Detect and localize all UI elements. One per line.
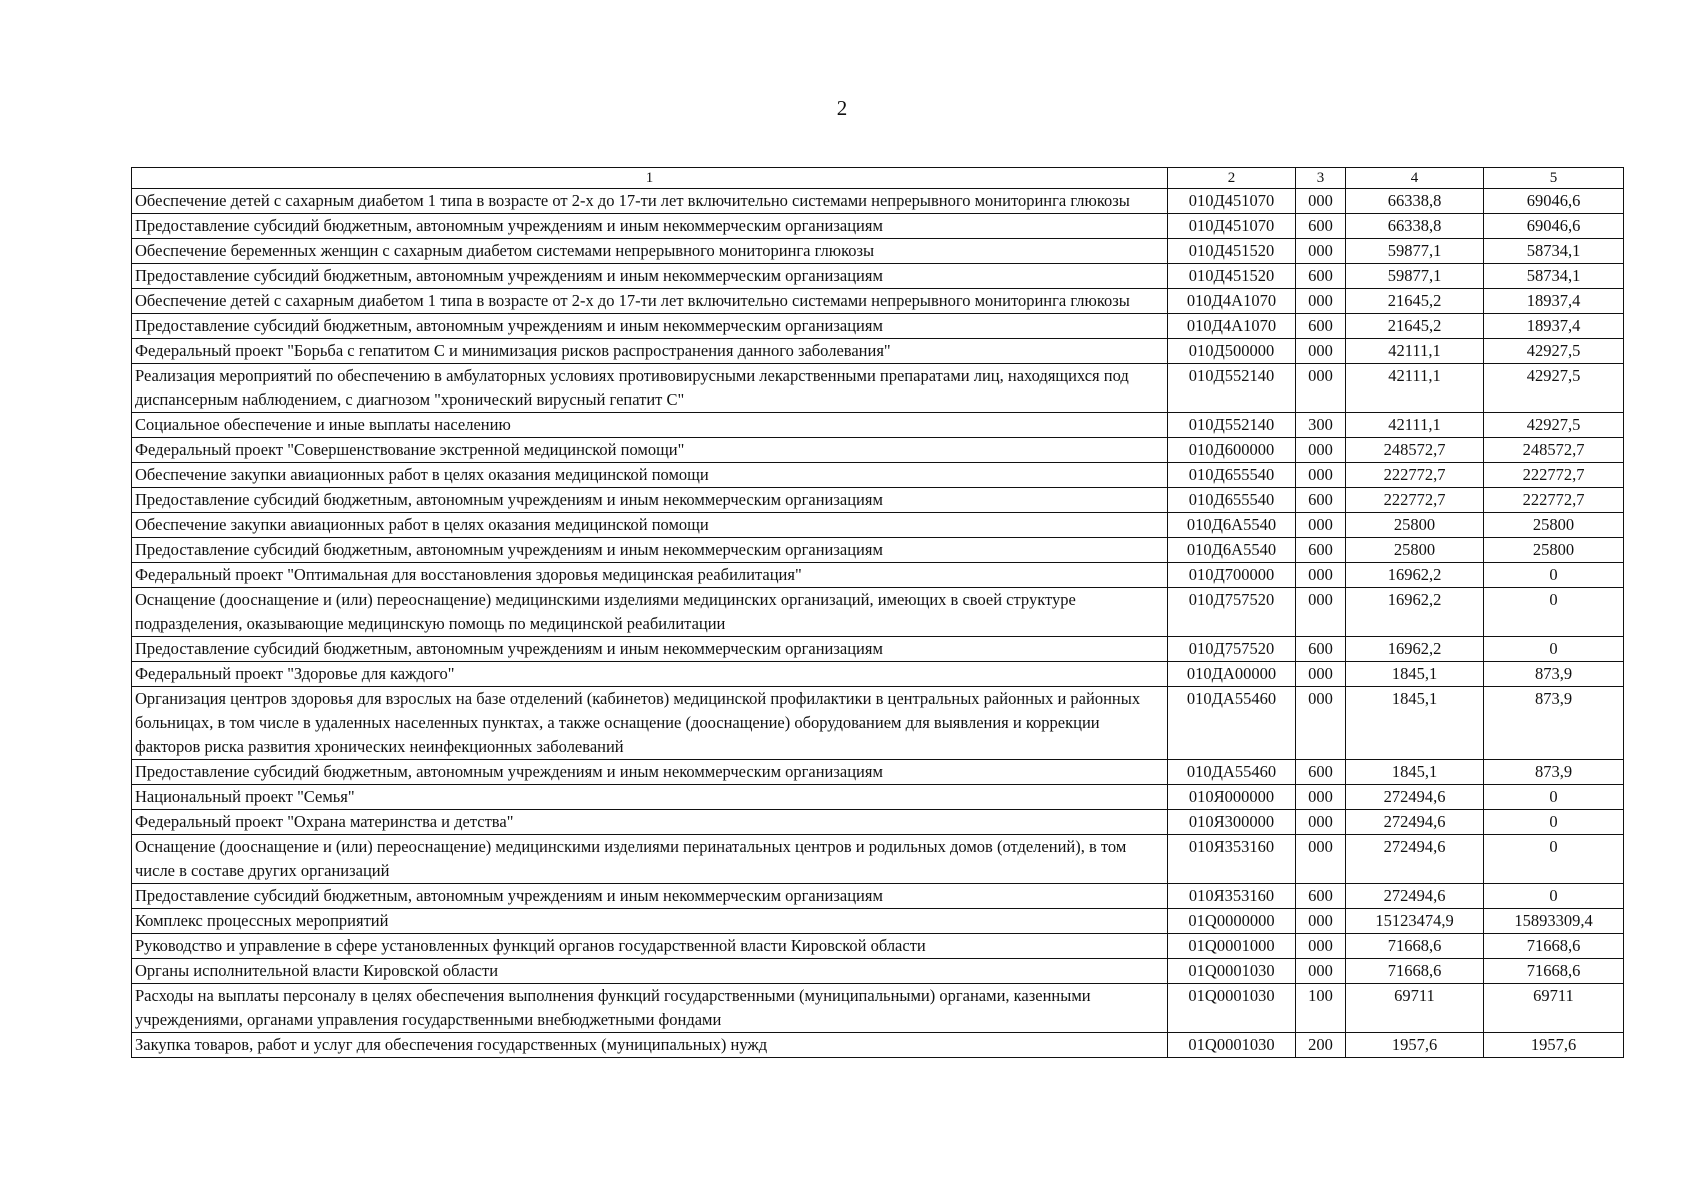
row-code: 010ДА00000 — [1168, 662, 1296, 687]
row-expense-type: 300 — [1296, 413, 1346, 438]
row-amount-col5: 15893309,4 — [1484, 909, 1624, 934]
row-amount-col4: 222772,7 — [1346, 463, 1484, 488]
table-row — [132, 810, 1624, 835]
table-row — [132, 959, 1624, 984]
row-expense-type: 600 — [1296, 488, 1346, 513]
row-expense-type: 600 — [1296, 214, 1346, 239]
row-name: Организация центров здоровья для взрослых на базе отделений (кабинетов) медицинской профилактики в центральных районных и районных больницах, в том числе в удаленных населенных пунктах, а также оснащение (дооснащение) оборудованием для выявления и коррекции факторов риска развития хронических неинфекционных заболеваний — [132, 687, 1168, 760]
table-row — [132, 538, 1624, 563]
row-name: Комплекс процессных мероприятий — [132, 909, 1168, 934]
row-code: 010Д4А1070 — [1168, 314, 1296, 339]
row-name: Обеспечение беременных женщин с сахарным диабетом системами непрерывного мониторинга глюкозы — [132, 239, 1168, 264]
row-amount-col4: 69711 — [1346, 984, 1484, 1033]
row-amount-col5: 18937,4 — [1484, 314, 1624, 339]
row-expense-type: 000 — [1296, 438, 1346, 463]
row-name: Федеральный проект "Охрана материнства и детства" — [132, 810, 1168, 835]
row-expense-type: 000 — [1296, 835, 1346, 884]
row-expense-type: 600 — [1296, 884, 1346, 909]
row-code: 010ДА55460 — [1168, 760, 1296, 785]
row-code: 010Д4А1070 — [1168, 289, 1296, 314]
row-code: 01Q0001000 — [1168, 934, 1296, 959]
row-code: 010Д757520 — [1168, 588, 1296, 637]
column-number-3: 3 — [1296, 168, 1346, 189]
column-number-5: 5 — [1484, 168, 1624, 189]
row-expense-type: 000 — [1296, 934, 1346, 959]
row-name: Реализация мероприятий по обеспечению в амбулаторных условиях противовирусными лекарственными препаратами лиц, находящихся под диспансерным наблюдением, с диагнозом "хронический вирусный гепатит С" — [132, 364, 1168, 413]
row-name: Закупка товаров, работ и услуг для обеспечения государственных (муниципальных) нужд — [132, 1033, 1168, 1058]
row-amount-col5: 248572,7 — [1484, 438, 1624, 463]
row-expense-type: 600 — [1296, 264, 1346, 289]
row-name: Национальный проект "Семья" — [132, 785, 1168, 810]
table-row — [132, 588, 1624, 637]
row-amount-col5: 18937,4 — [1484, 289, 1624, 314]
row-code: 010Д6А5540 — [1168, 538, 1296, 563]
row-expense-type: 000 — [1296, 810, 1346, 835]
row-amount-col4: 272494,6 — [1346, 810, 1484, 835]
row-amount-col5: 42927,5 — [1484, 339, 1624, 364]
row-amount-col5: 1957,6 — [1484, 1033, 1624, 1058]
row-code: 010Д600000 — [1168, 438, 1296, 463]
row-name: Расходы на выплаты персоналу в целях обеспечения выполнения функций государственными (муниципальными) органами, казенными учреждениями, органами управления государственными внебюджетными фондами — [132, 984, 1168, 1033]
row-amount-col4: 15123474,9 — [1346, 909, 1484, 934]
row-expense-type: 000 — [1296, 959, 1346, 984]
table-row — [132, 438, 1624, 463]
row-amount-col4: 21645,2 — [1346, 289, 1484, 314]
row-amount-col4: 248572,7 — [1346, 438, 1484, 463]
row-name: Предоставление субсидий бюджетным, автономным учреждениям и иным некоммерческим организациям — [132, 637, 1168, 662]
row-amount-col4: 21645,2 — [1346, 314, 1484, 339]
row-name: Обеспечение закупки авиационных работ в целях оказания медицинской помощи — [132, 513, 1168, 538]
row-expense-type: 000 — [1296, 909, 1346, 934]
budget-table — [131, 167, 1624, 1058]
row-amount-col4: 272494,6 — [1346, 835, 1484, 884]
row-code: 010Д655540 — [1168, 488, 1296, 513]
row-expense-type: 000 — [1296, 339, 1346, 364]
row-amount-col4: 1845,1 — [1346, 760, 1484, 785]
row-amount-col4: 1845,1 — [1346, 687, 1484, 760]
page-number: 2 — [836, 96, 848, 120]
row-amount-col4: 16962,2 — [1346, 637, 1484, 662]
table-row — [132, 314, 1624, 339]
row-name: Предоставление субсидий бюджетным, автономным учреждениям и иным некоммерческим организациям — [132, 314, 1168, 339]
row-code: 01Q0001030 — [1168, 1033, 1296, 1058]
row-amount-col5: 0 — [1484, 810, 1624, 835]
row-code: 010Д655540 — [1168, 463, 1296, 488]
row-amount-col5: 25800 — [1484, 513, 1624, 538]
row-amount-col5: 0 — [1484, 563, 1624, 588]
row-code: 010Я000000 — [1168, 785, 1296, 810]
row-expense-type: 600 — [1296, 760, 1346, 785]
row-expense-type: 000 — [1296, 463, 1346, 488]
row-code: 01Q0001030 — [1168, 959, 1296, 984]
row-name: Предоставление субсидий бюджетным, автономным учреждениям и иным некоммерческим организациям — [132, 760, 1168, 785]
row-name: Предоставление субсидий бюджетным, автономным учреждениям и иным некоммерческим организациям — [132, 214, 1168, 239]
row-expense-type: 600 — [1296, 314, 1346, 339]
table-row — [132, 339, 1624, 364]
row-amount-col5: 69046,6 — [1484, 189, 1624, 214]
row-name: Федеральный проект "Оптимальная для восстановления здоровья медицинская реабилитация" — [132, 563, 1168, 588]
table-row — [132, 760, 1624, 785]
row-amount-col4: 272494,6 — [1346, 884, 1484, 909]
table-row — [132, 264, 1624, 289]
row-amount-col4: 1845,1 — [1346, 662, 1484, 687]
row-amount-col4: 222772,7 — [1346, 488, 1484, 513]
row-amount-col4: 59877,1 — [1346, 264, 1484, 289]
row-amount-col4: 25800 — [1346, 538, 1484, 563]
row-expense-type: 000 — [1296, 662, 1346, 687]
table-row — [132, 884, 1624, 909]
row-amount-col5: 42927,5 — [1484, 364, 1624, 413]
budget-table-body — [132, 168, 1624, 1058]
row-amount-col4: 66338,8 — [1346, 214, 1484, 239]
table-row — [132, 563, 1624, 588]
row-code: 010Д451070 — [1168, 189, 1296, 214]
row-expense-type: 200 — [1296, 1033, 1346, 1058]
row-code: 01Q0001030 — [1168, 984, 1296, 1033]
table-row — [132, 488, 1624, 513]
table-row — [132, 1033, 1624, 1058]
table-row — [132, 662, 1624, 687]
row-amount-col5: 42927,5 — [1484, 413, 1624, 438]
row-expense-type: 000 — [1296, 364, 1346, 413]
row-amount-col5: 873,9 — [1484, 760, 1624, 785]
row-amount-col5: 58734,1 — [1484, 239, 1624, 264]
row-code: 010Я353160 — [1168, 884, 1296, 909]
row-name: Оснащение (дооснащение и (или) переоснащение) медицинскими изделиями медицинских организаций, имеющих в своей структуре подразделения, оказывающие медицинскую помощь по медицинской реабилитации — [132, 588, 1168, 637]
row-code: 010Д552140 — [1168, 364, 1296, 413]
table-row — [132, 239, 1624, 264]
table-row — [132, 513, 1624, 538]
row-expense-type: 000 — [1296, 687, 1346, 760]
row-name: Предоставление субсидий бюджетным, автономным учреждениям и иным некоммерческим организациям — [132, 884, 1168, 909]
row-amount-col4: 71668,6 — [1346, 934, 1484, 959]
row-expense-type: 000 — [1296, 239, 1346, 264]
row-amount-col4: 66338,8 — [1346, 189, 1484, 214]
row-expense-type: 600 — [1296, 538, 1346, 563]
row-name: Обеспечение детей с сахарным диабетом 1 типа в возрасте от 2-х до 17-ти лет включительно системами непрерывного мониторинга глюкозы — [132, 189, 1168, 214]
row-amount-col5: 71668,6 — [1484, 934, 1624, 959]
row-expense-type: 100 — [1296, 984, 1346, 1033]
row-code: 010Д451520 — [1168, 264, 1296, 289]
table-row — [132, 687, 1624, 760]
column-number-4: 4 — [1346, 168, 1484, 189]
row-amount-col5: 25800 — [1484, 538, 1624, 563]
row-code: 010Д552140 — [1168, 413, 1296, 438]
row-code: 010Д500000 — [1168, 339, 1296, 364]
row-name: Органы исполнительной власти Кировской области — [132, 959, 1168, 984]
row-amount-col5: 222772,7 — [1484, 463, 1624, 488]
row-expense-type: 000 — [1296, 289, 1346, 314]
row-code: 010ДА55460 — [1168, 687, 1296, 760]
row-name: Предоставление субсидий бюджетным, автономным учреждениям и иным некоммерческим организациям — [132, 488, 1168, 513]
row-name: Социальное обеспечение и иные выплаты населению — [132, 413, 1168, 438]
table-row — [132, 364, 1624, 413]
row-amount-col4: 16962,2 — [1346, 588, 1484, 637]
table-row — [132, 909, 1624, 934]
row-expense-type: 000 — [1296, 588, 1346, 637]
row-expense-type: 000 — [1296, 785, 1346, 810]
row-expense-type: 000 — [1296, 189, 1346, 214]
row-name: Федеральный проект "Борьба с гепатитом С и минимизация рисков распространения данного заболевания" — [132, 339, 1168, 364]
row-name: Обеспечение детей с сахарным диабетом 1 типа в возрасте от 2-х до 17-ти лет включительно системами непрерывного мониторинга глюкозы — [132, 289, 1168, 314]
row-code: 01Q0000000 — [1168, 909, 1296, 934]
table-row — [132, 289, 1624, 314]
row-amount-col5: 873,9 — [1484, 687, 1624, 760]
row-amount-col4: 1957,6 — [1346, 1033, 1484, 1058]
table-row — [132, 413, 1624, 438]
row-amount-col4: 25800 — [1346, 513, 1484, 538]
column-number-row — [132, 168, 1624, 189]
table-row — [132, 214, 1624, 239]
row-name: Федеральный проект "Здоровье для каждого" — [132, 662, 1168, 687]
column-number-2: 2 — [1168, 168, 1296, 189]
row-amount-col4: 42111,1 — [1346, 413, 1484, 438]
row-code: 010Я300000 — [1168, 810, 1296, 835]
row-name: Руководство и управление в сфере установленных функций органов государственной власти Кировской области — [132, 934, 1168, 959]
row-amount-col5: 0 — [1484, 884, 1624, 909]
row-amount-col5: 69711 — [1484, 984, 1624, 1033]
row-expense-type: 600 — [1296, 637, 1346, 662]
row-amount-col4: 42111,1 — [1346, 364, 1484, 413]
row-amount-col5: 58734,1 — [1484, 264, 1624, 289]
table-row — [132, 463, 1624, 488]
row-amount-col4: 16962,2 — [1346, 563, 1484, 588]
row-code: 010Д451520 — [1168, 239, 1296, 264]
row-name: Федеральный проект "Совершенствование экстренной медицинской помощи" — [132, 438, 1168, 463]
table-row — [132, 637, 1624, 662]
row-amount-col5: 0 — [1484, 588, 1624, 637]
table-row — [132, 189, 1624, 214]
row-code: 010Д6А5540 — [1168, 513, 1296, 538]
row-amount-col5: 0 — [1484, 637, 1624, 662]
row-expense-type: 000 — [1296, 513, 1346, 538]
row-name: Предоставление субсидий бюджетным, автономным учреждениям и иным некоммерческим организациям — [132, 264, 1168, 289]
row-amount-col5: 873,9 — [1484, 662, 1624, 687]
row-amount-col4: 272494,6 — [1346, 785, 1484, 810]
row-expense-type: 000 — [1296, 563, 1346, 588]
row-amount-col4: 42111,1 — [1346, 339, 1484, 364]
row-amount-col5: 222772,7 — [1484, 488, 1624, 513]
table-row — [132, 835, 1624, 884]
row-code: 010Д757520 — [1168, 637, 1296, 662]
row-code: 010Д700000 — [1168, 563, 1296, 588]
row-name: Предоставление субсидий бюджетным, автономным учреждениям и иным некоммерческим организациям — [132, 538, 1168, 563]
table-row — [132, 785, 1624, 810]
row-name: Обеспечение закупки авиационных работ в целях оказания медицинской помощи — [132, 463, 1168, 488]
row-amount-col5: 0 — [1484, 835, 1624, 884]
row-name: Оснащение (дооснащение и (или) переоснащение) медицинскими изделиями перинатальных центров и родильных домов (отделений), в том числе в составе других организаций — [132, 835, 1168, 884]
row-amount-col5: 0 — [1484, 785, 1624, 810]
row-amount-col4: 59877,1 — [1346, 239, 1484, 264]
row-amount-col5: 71668,6 — [1484, 959, 1624, 984]
table-row — [132, 934, 1624, 959]
row-amount-col5: 69046,6 — [1484, 214, 1624, 239]
row-code: 010Я353160 — [1168, 835, 1296, 884]
row-code: 010Д451070 — [1168, 214, 1296, 239]
column-number-1: 1 — [132, 168, 1168, 189]
table-row — [132, 984, 1624, 1033]
row-amount-col4: 71668,6 — [1346, 959, 1484, 984]
